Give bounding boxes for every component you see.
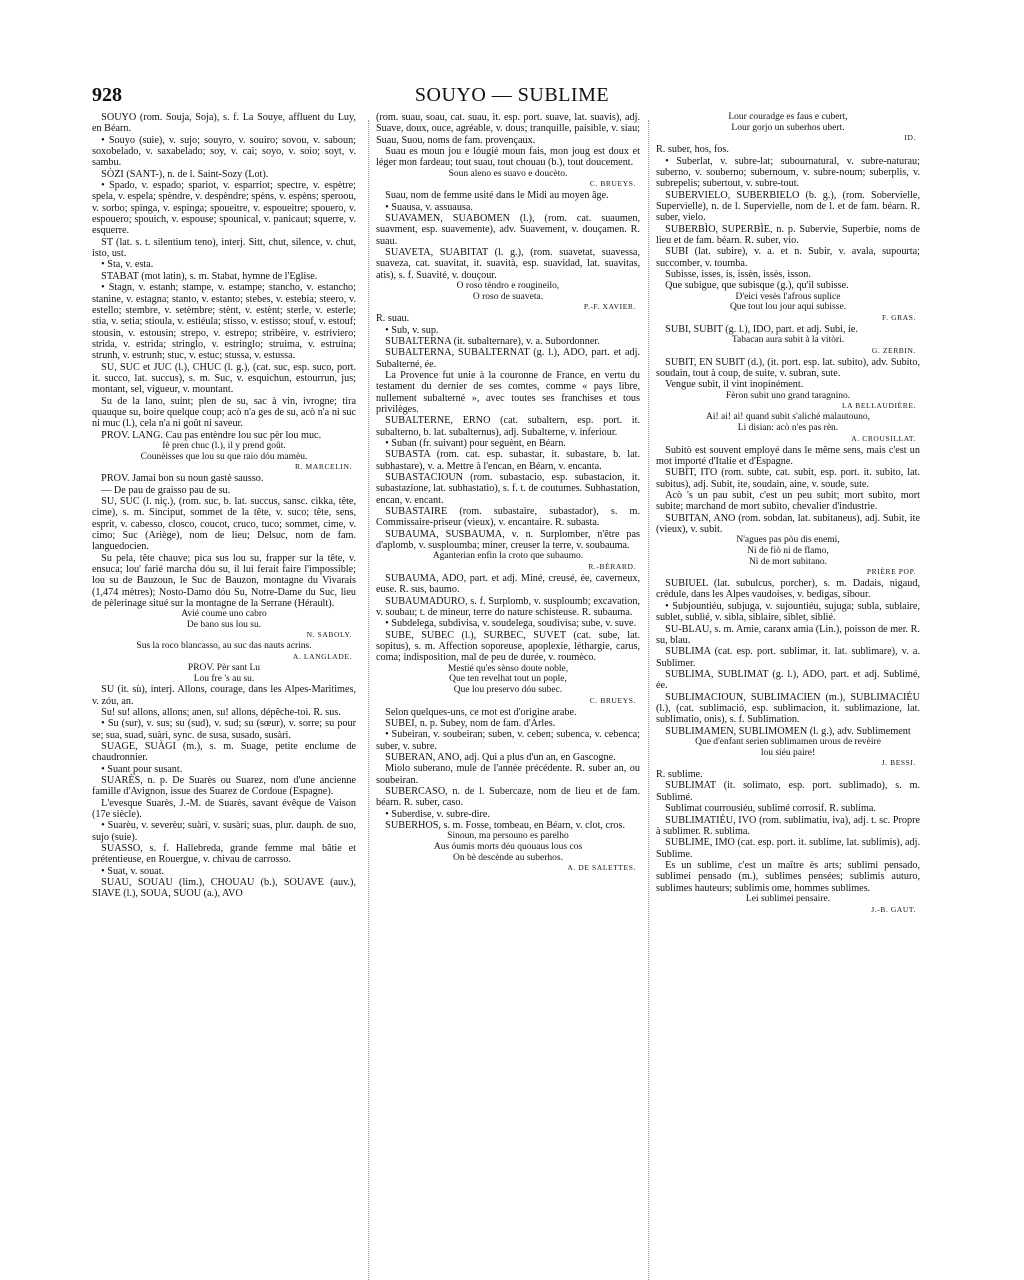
entry-paragraph: • Suarèu, v. severèu; suàri, v. susàri; suas, plur. dauph. de suo, sujo (suie). [92, 820, 356, 843]
entry-paragraph: • Suberdise, v. subre-dire. [385, 808, 490, 820]
entry-paragraph: SUBERAN, ANO, adj. Qui a plus d'un an, en Gascogne. [385, 751, 616, 763]
entry-paragraph: • Sub, v. sup. [385, 324, 439, 336]
entry-paragraph: SUBASTAIRE (rom. subastaire, subastador), s. m. Commissaire-priseur (vieux), v. encantaire. R. subasta. [376, 506, 640, 529]
entry-paragraph: R. suau. [376, 313, 410, 325]
entry-paragraph: Suau es moun jou e lóugié moun fais, mon joug est doux et léger mon fardeau; tout suau, tout chouau (b.), tout doucement. [376, 146, 640, 169]
entry-paragraph: SUBALTERNA (it. subalternare), v. a. Subordonner. [385, 335, 600, 347]
quotation-source: G. ZERBIN. [871, 345, 916, 355]
quotation [92, 641, 356, 652]
quotation-source: PRIÈRE POP. [866, 567, 916, 577]
entry-paragraph: • Subdelega, subdivisa, v. soudelega, soudivisa; sube, v. suve. [385, 618, 637, 630]
quotation-source: A. DE SALETTES. [567, 863, 636, 873]
quotation-line: O roso de suaveta. [472, 291, 544, 302]
entry-paragraph: SUASSO, s. f. Hallebreda, grande femme mal bâtie et prétentieuse, en Rouergue, v. chivau de carrosso. [92, 843, 356, 866]
entry-paragraph: SUBLIMA (cat. esp. port. sublimar, it. lat. sublimare), v. a. Sublimer. [656, 646, 920, 669]
quotation [656, 292, 920, 313]
quotation-line: Lou fre 's au su. [193, 673, 255, 684]
entry-paragraph: L'evesque Suarès, J.-M. de Suarès, savant évêque de Vaison (17e siècle). [92, 797, 356, 821]
quotation-line: Ai! ai! ai! quand subit s'aliché malautouno, [706, 412, 870, 423]
entry-paragraph: Subisse, isses, is, issèn, issès, isson. [665, 268, 811, 280]
quotation-line: Lei sublimei pensaire. [745, 893, 831, 904]
quotation [92, 609, 356, 630]
quotation-source: J.-B. GAUT. [871, 904, 916, 914]
quotation-line: Iè pren chuc (l.), il y prend goût. [162, 440, 286, 451]
entry-paragraph: • Suant pour susant. [101, 763, 183, 775]
entry-paragraph: SUAVAMEN, SUABOMEN (l.), (rom. cat. suaumen, suavment, esp. suavemente), adv. Suavement, v. douçamen. R. suau. [376, 213, 640, 247]
entry-paragraph: SUBEI, n. p. Subey, nom de fam. d'Arles. [385, 717, 556, 729]
entry-paragraph: Acò 's un pau subit, c'est un peu subit; mort subito, mort subite; marchand de mort subito, chevalier d'industrie. [656, 489, 920, 513]
quotation-source: P.-F. XAVIER. [583, 302, 636, 312]
quotation-source: LA BELLAUDIÈRE. [842, 401, 916, 411]
entry-paragraph: SUBERVIELO, SUBERBIELO (b. g.), (rom. Sobervielle, Supervielle), n. de l. Supervielle, nom de l. et de fam. béarn. R. suber, vielo. [656, 189, 920, 224]
entry-paragraph: Que subigue, que subisque (g.), qu'il subisse. [665, 280, 849, 292]
column-1 [92, 112, 356, 1272]
entry-paragraph: Su de la lano, suint; plen de su, sac à vin, ivrogne; tira quauque su, boire quelque coup; acò n'a ges de su, acò n'a ni suc ni muc (l.), cela n'a ni goût ni saveur. [92, 395, 356, 430]
quotation-source: C. BRUEYS. [589, 695, 636, 705]
quotation [376, 169, 640, 180]
entry-paragraph: • Suban (fr. suivant) pour seguènt, en Béarn. [385, 438, 566, 450]
entry-paragraph: SUBLIMAMEN, SUBLIMOMEN (l. g.), adv. Sublimement [665, 725, 911, 737]
entry-paragraph: • Sta, v. esta. [101, 259, 154, 271]
quotation [656, 737, 920, 758]
quotation [92, 663, 356, 684]
quotation [656, 535, 920, 567]
quotation [656, 335, 920, 346]
entry-paragraph: SUBASTA (rom. cat. esp. subastar, it. subastare, b. lat. subhastare), v. a. Mettre à l'encan, en Béarn, v. encanta. [376, 449, 640, 472]
quotation-line: lou siéu paire! [760, 747, 816, 758]
entry-paragraph: • Souyo (suie), v. sujo; souyro, v. souiro; sovou, v. saboun; soxobelado, v. saxabelado; soy, v. cai; soyo, v. soio; soyt, v. sambu. [92, 134, 356, 169]
quotation-source: A. LANGLADE. [292, 652, 352, 662]
entry-paragraph: SUBAUMA, SUSBAUMA, v. n. Surplomber, n'être pas d'aplomb, v. susploumba; miner, creuser la terre, v. soubauma. [376, 528, 640, 552]
entry-paragraph: SUBERHOS, s. m. Fosse, tombeau, en Béarn, v. clot, cros. [385, 820, 626, 832]
quotation-line: Tabacan aura subit à la vitòri. [731, 335, 845, 346]
entry-paragraph: • Suat, v. souat. [101, 865, 165, 877]
entry-paragraph: • Stagn, v. estanh; stampe, v. estampe; stancho, v. estancho; stanine, v. estagna; stanto, v. estanto; stebes, v. estebia; steero, v. estello; stembre, v. setèmbre; stènt, v. estènt; sterle, v. esterle; stia, v. setia; stioula, v. estiéula; stisso, v. estisso; stouf, v. estouf; stousin, v. estousin; strepo, v. estrepo; strìbèire, v. estriviero; strida, v. estrida; stringlo, v. estringlo; struima, v. estruina; strunh, v. estrunh; stuc, v. estuc; stussa, v. estussa. [92, 282, 356, 362]
quotation-line: Que d'enfant serien sublimamen urous de revèire [695, 736, 881, 747]
quotation-line: Mestié qu'es sènso doute noble, [447, 663, 569, 674]
quotation-line: Que ten revelhat tout un pople, [449, 674, 567, 685]
quotation-line: De bano sus lou su. [186, 619, 262, 630]
entry-paragraph: SUBE, SUBEC (l.), SURBEC, SUVET (cat. sube, lat. sopitus), s. m. Affection soporeuse, apoplexie, léthargie, carus, coma; indisposition, mal de peu de durée, v. roumèco. [376, 629, 640, 664]
column-3 [656, 112, 920, 1272]
quotation-source: R.-BÉRARD. [588, 562, 636, 572]
quotation-line: Counèisses que lou su que raio dóu mamèu. [140, 451, 308, 462]
entry-paragraph: SUBI, SUBIT (g. l.), IDO, part. et adj. Subi, ie. [665, 323, 858, 335]
entry-paragraph: Vengue subit, il vint inopinément. [665, 379, 804, 391]
entry-paragraph: SU (it. sù), interj. Allons, courage, dans les Alpes-Maritimes, v. zóu, an. [92, 684, 356, 707]
quotation-line: Ni de fiò ni de flamo, [747, 545, 829, 556]
entry-paragraph: SU-BLAU, s. m. Amie, caranx amia (Lin.), poisson de mer. R. su, blau. [656, 623, 920, 646]
quotation-line: Que lou preservo dóu subec. [453, 685, 563, 695]
entry-paragraph: SOUYO (rom. Souja, Soja), s. f. La Souye, affluent du Luy, en Béarn. [92, 112, 356, 135]
quotation-source: ID. [904, 133, 916, 143]
page-number: 928 [92, 84, 122, 106]
entry-paragraph: Suau, nom de femme usité dans le Midi au moyen âge. [385, 190, 609, 202]
entry-paragraph: SUBLIMA, SUBLIMAT (g. l.), ADO, part. et adj. Sublimé, ée. [656, 668, 920, 692]
entry-paragraph: SUBALTERNA, SUBALTERNAT (g. l.), ADO, part. et adj. Subalterné, ée. [376, 347, 640, 370]
entry-paragraph: SUBERCASO, n. de l. Subercaze, nom de lieu et de fam. béarn. R. suber, caso. [376, 786, 640, 809]
entry-paragraph: Selon quelques-uns, ce mot est d'origine arabe. [385, 706, 577, 718]
quotation-line: Ni de mort subitano. [748, 556, 828, 567]
entry-paragraph: SÒZI (SANT-), n. de l. Saint-Sozy (Lot). [101, 168, 269, 180]
quotation-line: Lour gorjo un suberhos ubert. [731, 122, 845, 133]
entry-paragraph: Miolo suberano, mule de l'année précédente. R. suber an, ou soubeiran. [376, 763, 640, 786]
quotation-line: Fèron subit uno grand taragnino. [725, 390, 851, 401]
entry-paragraph: — De pau de graisso pau de su. [101, 484, 231, 496]
quotation-line: Lour couradge es faus e cubert, [728, 112, 848, 122]
entry-paragraph: • Suausa, v. assuausa. [385, 201, 473, 213]
quotation-line: Avié coume uno cabro [181, 609, 267, 620]
quotation [376, 551, 640, 562]
quotation-line: O roso tèndro e rougineilo, [456, 281, 560, 292]
column-divider [648, 120, 649, 1280]
entry-paragraph: PROV. Jamai bon su noun gastè sausso. [101, 473, 264, 485]
quotation-source: J. BESSI. [881, 758, 916, 768]
quotation-source: F. GRAS. [881, 312, 916, 322]
quotation [92, 441, 356, 462]
entry-paragraph: SUBALTERNE, ERNO (cat. subaltern, esp. port. it. subalterno, b. lat. subalternus), adj. Subalterne, v. inferiour. [376, 415, 640, 438]
quotation [376, 281, 640, 302]
entry-paragraph: SUBIT, ITO (rom. subte, cat. subit, esp. port. it. subito, lat. subitus), adj. Subit, ite, soudain, aine, v. soude, sute. [656, 467, 920, 490]
quotation-line: Sinoun, ma persouno es parelho [447, 831, 569, 842]
entry-paragraph: R. sublime. [656, 769, 703, 781]
entry-paragraph: Su pela, tête chauve; pica sus lou su, frapper sur la tête, v. ensuca; lou' farié marcha dóu su, il lui ferait faire l'impossible; lou su de Bauzoun, le Suc de Bauzon, montagne du Vivarais (1,474 mètres); Nosto-Damo dóu Su, Notre-Dame du Suc, lieu de pèlerinage situé sur la montagne de la Serrane (Hérault). [92, 552, 356, 609]
entry-paragraph: SUBLIMACIOUN, SUBLIMACIEN (m.), SUBLIMACIÉU (l.), (cat. sublimació, esp. sublimacion, it. sublimazione, lat. sublimatio, onis), s. f. Sublimation. [656, 691, 920, 726]
quotation-line: Aus óumis morts déu quouaus lous cos [433, 841, 583, 852]
entry-paragraph: STABAT (mot latin), s. m. Stabat, hymne de l'Eglise. [101, 270, 318, 282]
entry-paragraph: SUBERBÌO, SUPERBÌE, n. p. Subervie, Superbie, noms de lieu et de fam. béarn. R. suber, vio. [656, 223, 920, 246]
page-header [92, 84, 932, 108]
entry-paragraph: • Subeiran, v. soubeiran; suben, v. ceben; subenca, v. cebenca; suber, v. subre. [376, 729, 640, 752]
entry-paragraph: Su! su! allons, allons; anen, su! allons, dépêche-toi. R. sus. [101, 706, 341, 718]
entry-paragraph: PROV. LANG. Cau pas entèndre lou suc pèr lou muc. [101, 429, 322, 441]
entry-paragraph: SUBLIMATIÉU, IVO (rom. sublimatiu, iva), adj. t. sc. Propre à sublimer. R. sublima. [656, 814, 920, 837]
quotation-source: C. BRUEYS. [589, 179, 636, 189]
quotation [376, 831, 640, 863]
quotation-line: PROV. Pèr sant Lu [187, 663, 261, 674]
entry-paragraph: SUAVETA, SUABITAT (l. g.), (rom. suavetat, suavessa, suaveza, cat. suavitat, it. suavità, esp. suavidad, lat. suavitas, atis), s. f. Suavité, v. douçour. [376, 247, 640, 281]
entry-paragraph: SUBI (lat. subire), v. a. et n. Subir, v. avala, supourta; succomber, v. toumba. [656, 246, 920, 269]
quotation-line: Aganterian enfin la croto que subaumo. [432, 551, 584, 562]
entry-paragraph: (rom. suau, soau, cat. suau, it. esp. port. suave, lat. suavis), adj. Suave, doux, ouce, agréable, v. dous; tranquille, paisible, v. siau; Suau, Suou, noms de fam. provençaux. [376, 112, 640, 146]
quotation-line: N'agues pas pòu dis enemi, [736, 535, 840, 546]
quotation-line: Soun aleno es suavo e doucèto. [448, 168, 568, 179]
column-divider [368, 120, 369, 1280]
quotation-line: On bè descènde au suberhos. [452, 852, 563, 863]
quotation-line: Que tout lou jour aqui subisse. [729, 302, 847, 313]
entry-paragraph: • Su (sur), v. sus; su (sud), v. sud; su (sœur), v. sorre; su pour se; sua, suad, suàri, sync. de susa, susado, susàri. [92, 718, 356, 741]
entry-paragraph: SUBIUEL (lat. subulcus, porcher), s. m. Dadais, nigaud, crédule, dans les Alpes vaudoises, v. bedigas, sibour. [656, 578, 920, 601]
entry-paragraph: SUBLIMAT (it. solimato, esp. port. sublimado), s. m. Sublimé. [656, 780, 920, 803]
entry-paragraph: Es un sublime, c'est un maître ès arts; sublimi pensado, sublimei pensado (m.), sublimes pensées; sublimis auturo, sublimes hauteurs; sublimis ome, hommes sublimes. [656, 859, 920, 894]
quotation [656, 391, 920, 402]
entry-paragraph: ST (lat. s. t. silentium teno), interj. Sitt, chut, silence, v. chut, isto, ust. [92, 236, 356, 260]
quotation-line: Li disian: acò n'es pas rèn. [737, 423, 839, 433]
quotation [376, 664, 640, 696]
quotation-source: N. SABOLY. [306, 630, 352, 640]
quotation-line: D'eici vesès l'afrous suplice [735, 291, 841, 302]
entry-paragraph: • Subjountiéu, subjuga, v. sujountiéu, sujuga; subla, sublaire, sublet, sublié, v. sibla, siblaire, siblet, siblié. [656, 600, 920, 624]
quotation [656, 894, 920, 905]
entry-paragraph: SU, SUC et JUC (l.), CHUC (l. g.), (cat. suc, esp. suco, port. it. succo, lat. succus), s. m. Suc, v. esquichun, estourrun, jus; montant, sel, vigueur, v. mountant. [92, 361, 356, 396]
entry-paragraph: SUBITAN, ANO (rom. sobdan, lat. subitaneus), adj. Subit, ite (vieux), v. subit. [656, 512, 920, 535]
entry-paragraph: SUARÈS, n. p. De Suarès ou Suarez, nom d'une ancienne famille d'Avignon, issue des Suarez de Cordoue (Espagne). [92, 775, 356, 798]
entry-paragraph: SUAGE, SUÀGI (m.), s. m. Suage, petite enclume de chaudronnier. [92, 740, 356, 764]
column-2 [376, 112, 640, 1272]
entry-paragraph: R. suber, hos, fos. [656, 144, 729, 156]
entry-paragraph: La Provence fut unie à la couronne de France, en vertu du testament du dernier de ses comtes, comme « pays libre, nullement subalterné », avec toutes ses franchises et tous privilèges. [376, 369, 640, 415]
quotation [656, 412, 920, 433]
entry-paragraph: SUBAUMADURO, s. f. Surplomb, v. susploumb; excavation, v. soubau; t. de mineur, terre do nature schisteuse. R. subauma. [376, 595, 640, 619]
quotation-source: R. MARCELIN. [295, 462, 352, 472]
entry-paragraph: • Suberlat, v. subre-lat; subournatural, v. subre-naturau; suberno, v. souberno; subernoum, v. subre-noum; suberplis, v. subrepelis; subertout, v. subre-tout. [656, 155, 920, 190]
entry-paragraph: SUAU, SOUAU (lim.), CHOUAU (b.), SOUAVE (auv.), SIAVE (l.), SOUA, SUOU (a.), AVO [92, 877, 356, 900]
entry-paragraph: SU, SUC (l. niç.), (rom. suc, b. lat. succus, sansc. cikka, tête, cime), s. m. Sinciput, sommet de la tête, v. suco; tête, sens, esprit, v. cabesso, closco, coucot, cruco, tuco; sommet, cime, v. cimo; Suc (Ariège), nom de lieu; Delsuc, nom de fam. languedocien. [92, 495, 356, 553]
quotation-line: Sus la roco blancasso, au suc das nauts acrins. [136, 641, 312, 652]
quotation-source: A. CROUSILLAT. [851, 433, 916, 443]
entry-paragraph: Subitò est souvent employé dans le même sens, mais c'est un mot importé d'Italie et d'Espagne. [656, 444, 920, 467]
entry-paragraph: Sublimat courrousiéu, sublimé corrosif. R. sublima. [665, 803, 876, 815]
quotation [656, 112, 920, 133]
running-title: SOUYO — SUBLIME [414, 84, 610, 106]
entry-paragraph: • Spado, v. espado; spariot, v. esparriot; spectre, v. espètre; spela, v. espela; spèndre, v. despèndre; spèns, v. espèns; speroou, v. sorbo; spinga, v. espinga; spoueitre, v. espoueitre; spouero, v. espouero; spouich, v. espouse; spounical, v. panicaut; squerre, v. esquerre. [92, 180, 356, 237]
entry-paragraph: SUBASTACIOUN (rom. subastacio, esp. subastacion, it. subastazione, lat. subhastatio), s. f. t. de coutumes. Subhastation, encan, v. encant. [376, 472, 640, 506]
entry-paragraph: SUBIT, EN SUBIT (d.), (it. port. esp. lat. subito), adv. Subito, soudain, tout à coup, de suite, v. subran, sute. [656, 356, 920, 380]
entry-paragraph: SUBAUMA, ADO, part. et adj. Miné, creusé, ée, caverneux, euse. R. sus, baumo. [376, 573, 640, 596]
entry-paragraph: SUBLIME, IMO (cat. esp. port. it. sublime, lat. sublimis), adj. Sublime. [656, 837, 920, 860]
